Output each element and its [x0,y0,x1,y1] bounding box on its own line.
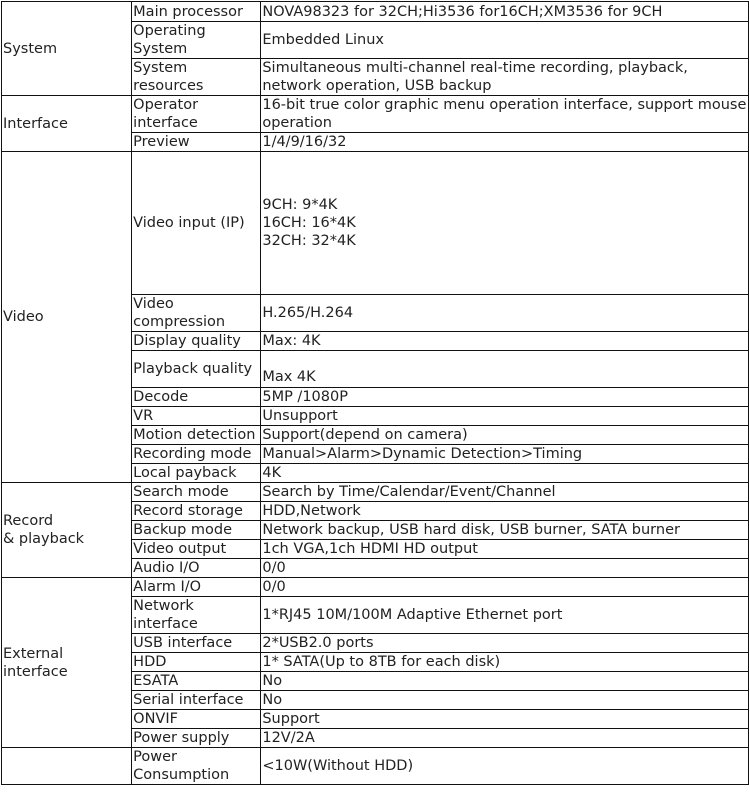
spec-value: 4K [261,464,749,483]
spec-category: External interface [2,578,132,748]
spec-value: Network backup, USB hard disk, USB burner, SATA burner [261,521,749,540]
spec-row [2,748,749,785]
spec-value: No [261,672,749,691]
spec-value: 2*USB2.0 ports [261,634,749,653]
spec-value: No [261,691,749,710]
spec-value: H.265/H.264 [261,295,749,332]
spec-category: System [2,2,132,96]
spec-label: Video compression [132,295,261,332]
spec-label: Motion detection [132,426,261,445]
spec-label: Operating System [132,22,261,59]
spec-label: Operator interface [132,96,261,133]
spec-label: Alarm I/O [132,578,261,597]
spec-label: Video input (IP) [132,152,261,295]
spec-label: Local payback [132,464,261,483]
spec-label: Network interface [132,597,261,634]
spec-label: Audio I/O [132,559,261,578]
spec-label: HDD [132,653,261,672]
spec-label: Display quality [132,332,261,351]
spec-value: 1* SATA(Up to 8TB for each disk) [261,653,749,672]
spec-label: Main processor [132,2,261,22]
spec-row [2,96,749,133]
spec-label: Serial interface [132,691,261,710]
spec-value: 5MP /1080P [261,388,749,407]
spec-label: Preview [132,133,261,152]
spec-label: Record storage [132,502,261,521]
spec-value: Max: 4K [261,332,749,351]
spec-label: Decode [132,388,261,407]
spec-value: 1ch VGA,1ch HDMI HD output [261,540,749,559]
spec-table [1,1,749,785]
spec-label: Playback quality [132,351,261,388]
spec-category [2,748,132,785]
spec-value: 1*RJ45 10M/100M Adaptive Ethernet port [261,597,749,634]
spec-value: 9CH: 9*4K 16CH: 16*4K 32CH: 32*4K [261,152,749,295]
spec-value: Simultaneous multi-channel real-time recording, playback, network operation, USB backup [261,59,749,96]
spec-row [2,578,749,597]
spec-value: <10W(Without HDD) [261,748,749,785]
spec-label: Search mode [132,483,261,502]
spec-value: Search by Time/Calendar/Event/Channel [261,483,749,502]
spec-label: Recording mode [132,445,261,464]
spec-value: Manual>Alarm>Dynamic Detection>Timing [261,445,749,464]
spec-label: Video output [132,540,261,559]
spec-value: HDD,Network [261,502,749,521]
spec-value: 16-bit true color graphic menu operation interface, support mouse operation [261,96,749,133]
spec-label: ONVIF [132,710,261,729]
spec-value: 12V/2A [261,729,749,748]
spec-row [2,152,749,295]
spec-label: USB interface [132,634,261,653]
spec-category: Video [2,152,132,483]
spec-value: 0/0 [261,578,749,597]
spec-value: Support(depend on camera) [261,426,749,445]
spec-value: 0/0 [261,559,749,578]
spec-label: System resources [132,59,261,96]
spec-value: Support [261,710,749,729]
spec-label: VR [132,407,261,426]
spec-label: Backup mode [132,521,261,540]
spec-category: Interface [2,96,132,152]
spec-value: Embedded Linux [261,22,749,59]
spec-category: Record & playback [2,483,132,578]
spec-label: Power supply [132,729,261,748]
spec-row [2,483,749,502]
spec-value: Max 4K [261,351,749,388]
spec-value: 1/4/9/16/32 [261,133,749,152]
spec-label: ESATA [132,672,261,691]
spec-row [2,2,749,22]
spec-value: Unsupport [261,407,749,426]
spec-label: Power Consumption [132,748,261,785]
spec-value: NOVA98323 for 32CH;Hi3536 for16CH;XM3536 for 9CH [261,2,749,22]
